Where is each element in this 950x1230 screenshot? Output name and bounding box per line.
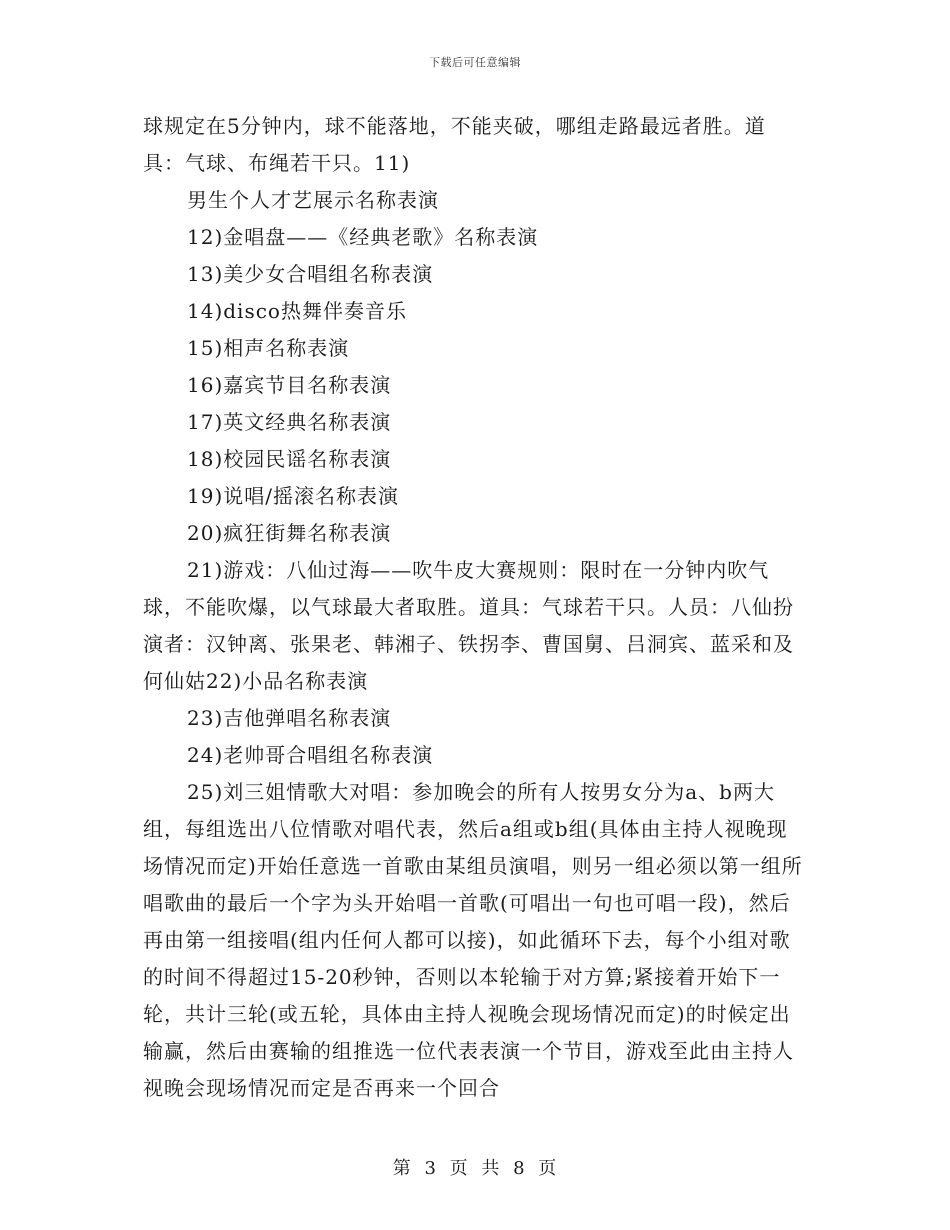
paragraph: 21)游戏：八仙过海——吹牛皮大赛规则：限时在一分钟内吹气球，不能吹爆，以气球最大者取胜。道具：气球若干只。人员：八仙扮演者：汉钟离、张果老、韩湘子、铁拐李、曹国舅、吕洞宾、蓝采和及何仙姑22)小品名称表演 — [143, 558, 794, 693]
paragraph: 16)嘉宾节目名称表演 — [187, 373, 392, 397]
page-number: 第 3 页 共 8 页 — [392, 1158, 558, 1179]
paragraph: 17)英文经典名称表演 — [187, 410, 392, 434]
paragraph: 男生个人才艺展示名称表演 — [187, 188, 439, 212]
paragraph: 14)disco热舞伴奏音乐 — [187, 299, 407, 323]
document-body — [143, 108, 803, 1107]
paragraph: 18)校园民谣名称表演 — [187, 447, 392, 471]
paragraph: 12)金唱盘——《经典老歌》名称表演 — [187, 225, 539, 249]
paragraph: 23)吉他弹唱名称表演 — [187, 706, 392, 730]
paragraph: 球规定在5分钟内，球不能落地，不能夹破，哪组走路最远者胜。道具：气球、布绳若干只。11) — [143, 114, 766, 175]
paragraph: 19)说唱/摇滚名称表演 — [187, 484, 399, 508]
paragraph: 20)疯狂街舞名称表演 — [187, 521, 392, 545]
paragraph: 24)老帅哥合唱组名称表演 — [187, 743, 434, 767]
paragraph: 15)相声名称表演 — [187, 336, 350, 360]
paragraph: 13)美少女合唱组名称表演 — [187, 262, 434, 286]
paragraph: 25)刘三姐情歌大对唱：参加晚会的所有人按男女分为a、b两大组，每组选出八位情歌对唱代表，然后a组或b组(具体由主持人视晚现场情况而定)开始任意选一首歌由某组员演唱，则另一组必须以第一组所唱歌曲的最后一个字为头开始唱一首歌(可唱出一句也可唱一段)，然后再由第一组接唱(组内任何人都可以接)，如此循环下去，每个小组对歌的时间不得超过15-20秒钟，否则以本轮输于对方算;紧接着开始下一轮，共计三轮(或五轮，具体由主持人视晚会现场情况而定)的时候定出输赢，然后由赛输的组推选一位代表表演一个节目，游戏至此由主持人视晚会现场情况而定是否再来一个回合 — [143, 780, 803, 1100]
header-note: 下载后可任意编辑 — [429, 56, 521, 69]
